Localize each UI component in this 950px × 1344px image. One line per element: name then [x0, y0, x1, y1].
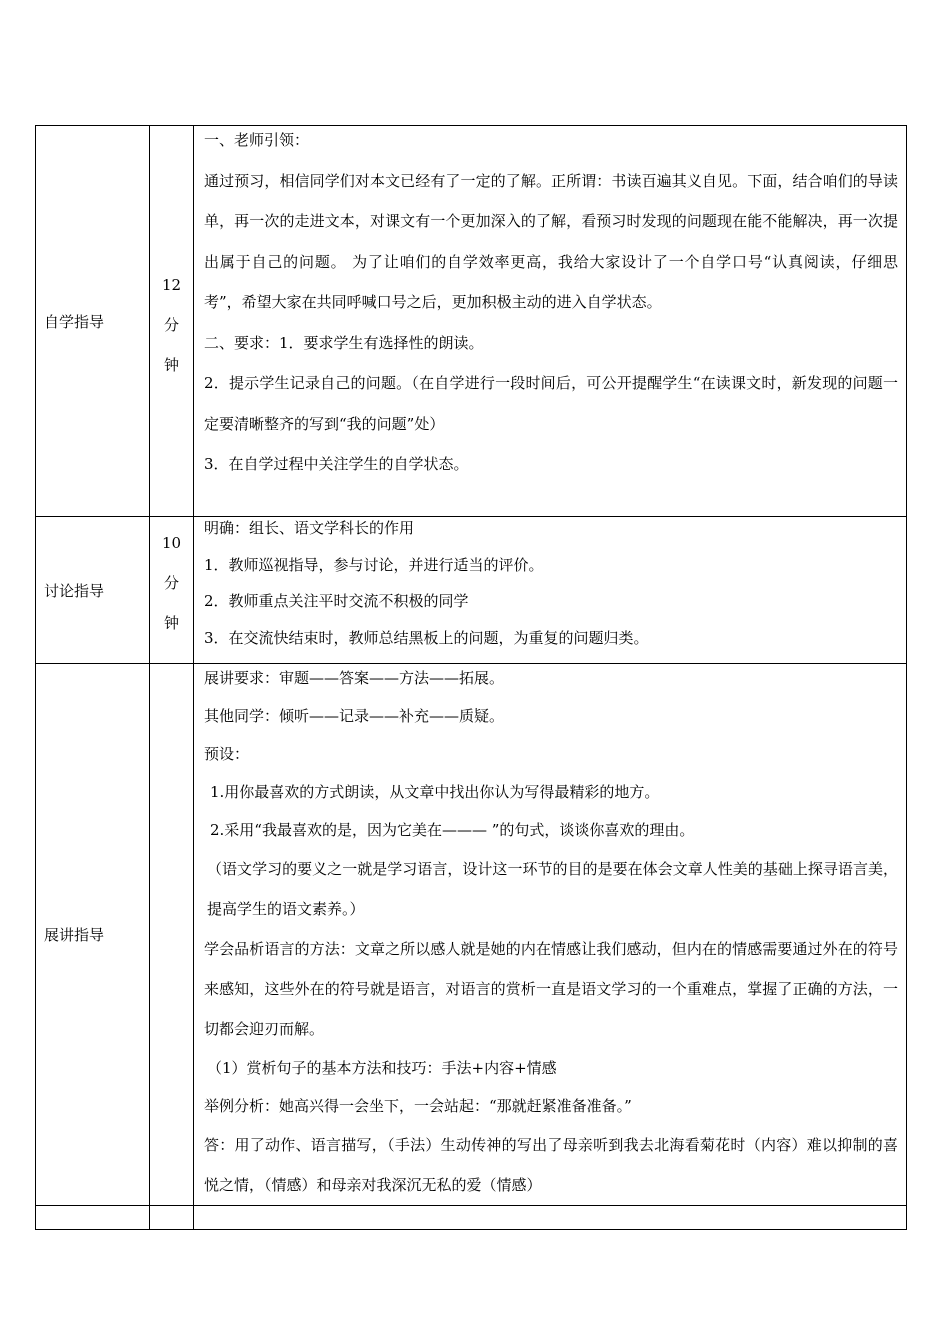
time-cell — [150, 126, 194, 517]
paragraph: 答：用了动作、语言描写，（手法）生动传神的写出了母亲听到我去北海看菊花时（内容）难以抑制的喜悦之情，（情感）和母亲对我深沉无私的爱（情感） — [204, 1136, 898, 1194]
paragraph: （语文学习的要义之一就是学习语言，设计这一环节的目的是要在体会文章人性美的基础上探寻语言美，提高学生的语文素养。） — [207, 860, 898, 918]
time-unit-1: 分 — [163, 574, 179, 592]
paragraph: 1．教师巡视指导，参与讨论，并进行适当的评价。 — [204, 555, 544, 574]
paragraph: 预设： — [204, 745, 250, 763]
paragraph: 明确：组长、语文学科长的作用 — [204, 519, 415, 537]
time-number: 12 — [161, 276, 182, 294]
table-row-empty — [36, 1206, 907, 1230]
time-number: 10 — [161, 534, 182, 552]
row-label: 讨论指导 — [36, 517, 150, 664]
empty-cell — [36, 1206, 150, 1230]
row-label: 展讲指导 — [36, 664, 150, 1206]
paragraph: 学会品析语言的方法：文章之所以感人就是她的内在情感让我们感动，但内在的情感需要通过外在的符号来感知，这些外在的符号就是语言，对语言的赏析一直是语文学习的一个重难点，掌握了正确的方法，一切都会迎刃而解。 — [204, 940, 898, 1038]
time-cell — [150, 517, 194, 664]
empty-cell — [194, 1206, 907, 1230]
paragraph: 展讲要求：审题——答案——方法——拓展。 — [204, 669, 505, 687]
content-cell — [194, 664, 907, 1206]
table-row-discussion — [36, 517, 907, 664]
paragraph: 2．提示学生记录自己的问题。（在自学进行一段时间后，可公开提醒学生“在读课文时，新发现的问题一定要清晰整齐的写到“我的问题”处） — [204, 374, 898, 433]
lesson-plan-table — [35, 125, 907, 1230]
table-row-self-study — [36, 126, 907, 517]
paragraph: 通过预习，相信同学们对本文已经有了一定的了解。正所谓：书读百遍其义自见。下面，结合咱们的导读单，再一次的走进文本，对课文有一个更加深入的了解，看预习时发现的问题现在能不能解决，再一次提出属于自己的问题。 为了让咱们的自学效率更高，我给大家设计了一个自学口号“认真阅读，仔细思考”，希望大家在共同呼喊口号之后，更加积极主动的进入自学状态。 — [204, 171, 898, 311]
time-unit-2: 钟 — [163, 614, 179, 632]
paragraph: 3．在交流快结束时，教师总结黑板上的问题，为重复的问题归类。 — [204, 628, 649, 647]
paragraph: 举例分析：她高兴得一会坐下，一会站起：“那就赶紧准备准备。” — [204, 1097, 632, 1115]
paragraph: 一、老师引领： — [204, 131, 310, 149]
content-cell — [194, 126, 907, 517]
empty-cell — [150, 1206, 194, 1230]
paragraph: 2.采用“我最喜欢的是，因为它美在——— ”的句式，谈谈你喜欢的理由。 — [210, 821, 695, 839]
time-unit-1: 分 — [163, 316, 179, 334]
table-row-presentation — [36, 664, 907, 1206]
time-cell — [150, 664, 194, 1206]
paragraph: 1.用你最喜欢的方式朗读，从文章中找出你认为写得最精彩的地方。 — [210, 783, 660, 801]
paragraph: （1）赏析句子的基本方法和技巧：手法+内容+情感 — [207, 1059, 557, 1077]
row-label: 自学指导 — [36, 126, 150, 517]
paragraph: 3．在自学过程中关注学生的自学状态。 — [204, 455, 469, 473]
paragraph: 其他同学：倾听——记录——补充——质疑。 — [204, 707, 505, 725]
content-cell — [194, 517, 907, 664]
paragraph: 2．教师重点关注平时交流不积极的同学 — [204, 592, 469, 610]
paragraph: 二、要求：1．要求学生有选择性的朗读。 — [204, 333, 484, 352]
time-unit-2: 钟 — [163, 356, 179, 374]
